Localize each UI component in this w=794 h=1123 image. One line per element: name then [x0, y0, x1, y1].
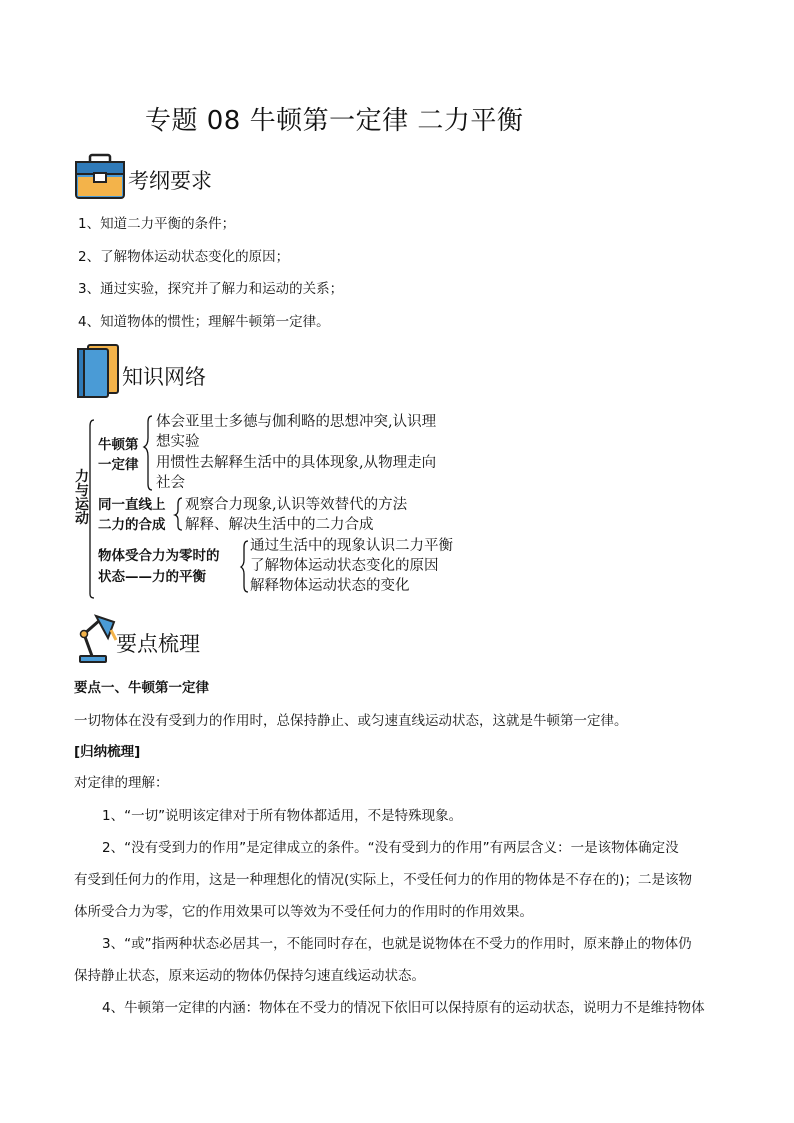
- paragraph-line: 2、“没有受到力的作用”是定律成立的条件。“没有受到力的作用”有两层含义：一是该物体确定没: [102, 840, 679, 856]
- list-item: 3、通过实验，探究并了解力和运动的关系；: [78, 281, 344, 297]
- paragraph-line: 有受到任何力的作用，这是一种理想化的情况(实际上，不受任何力的作用的物体是不存在的)；二是该物: [74, 872, 693, 888]
- section-title: 知识网络: [122, 365, 206, 389]
- branch-item: 解释物体运动状态的变化: [250, 578, 410, 594]
- section-title: 要点梳理: [116, 632, 200, 656]
- branch-item: 了解物体运动状态变化的原因: [250, 558, 439, 574]
- branch-label: 牛顿第: [98, 437, 139, 453]
- knowledge-map: [72, 410, 492, 600]
- branch-item: 观察合力现象,认识等效替代的方法: [185, 497, 408, 513]
- summary-tag: [归纳梳理]: [74, 744, 141, 760]
- requirements-list: [78, 214, 758, 344]
- branch-item: 社会: [156, 475, 185, 491]
- list-item: 4、知道物体的惯性；理解牛顿第一定律。: [78, 313, 330, 330]
- book-icon: [74, 343, 122, 399]
- section-title: 考纲要求: [128, 169, 212, 193]
- branch-item: 用惯性去解释生活中的具体现象,从物理走向: [156, 455, 437, 471]
- intro-text: 对定律的理解：: [74, 775, 169, 791]
- list-item: 1、知道二力平衡的条件；: [78, 216, 236, 232]
- paragraph-line: 1、“一切”说明该定律对于所有物体都适用，不是特殊现象。: [102, 808, 463, 824]
- branch-item: 通过生活中的现象认识二力平衡: [250, 538, 453, 554]
- branch-item: 体会亚里士多德与伽利略的思想冲突,认识理: [156, 414, 437, 430]
- branch-label: 同一直线上: [98, 497, 166, 513]
- paragraph-line: 4、牛顿第一定律的内涵：物体在不受力的情况下依旧可以保持原有的运动状态，说明力不是维持物体: [102, 1000, 705, 1016]
- branch-label: 物体受合力为零时的: [98, 548, 220, 564]
- briefcase-icon: [74, 153, 126, 203]
- law-text: 一切物体在没有受到力的作用时，总保持静止、或匀速直线运动状态，这就是牛顿第一定律。: [74, 713, 628, 729]
- paragraph-line: 3、“或”指两种状态必居其一，不能同时存在，也就是说物体在不受力的作用时，原来静止的物体仍: [102, 936, 692, 952]
- branch-item: 想实验: [156, 434, 200, 450]
- key-point-heading: 要点一、牛顿第一定律: [74, 680, 209, 696]
- branch-label: 二力的合成: [98, 517, 166, 533]
- map-root: 力与运动: [75, 469, 89, 527]
- paragraph-line: 体所受合力为零，它的作用效果可以等效为不受任何力的作用时的作用效果。: [74, 904, 533, 920]
- desk-lamp-icon: [74, 612, 120, 664]
- page-title: 专题 08 牛顿第一定律 二力平衡: [145, 106, 524, 136]
- branch-label: 状态——力的平衡: [98, 569, 206, 585]
- branch-item: 解释、解决生活中的二力合成: [185, 517, 374, 533]
- branch-label: 一定律: [98, 457, 139, 473]
- list-item: 2、了解物体运动状态变化的原因；: [78, 248, 290, 265]
- paragraph-line: 保持静止状态，原来运动的物体仍保持匀速直线运动状态。: [74, 968, 425, 984]
